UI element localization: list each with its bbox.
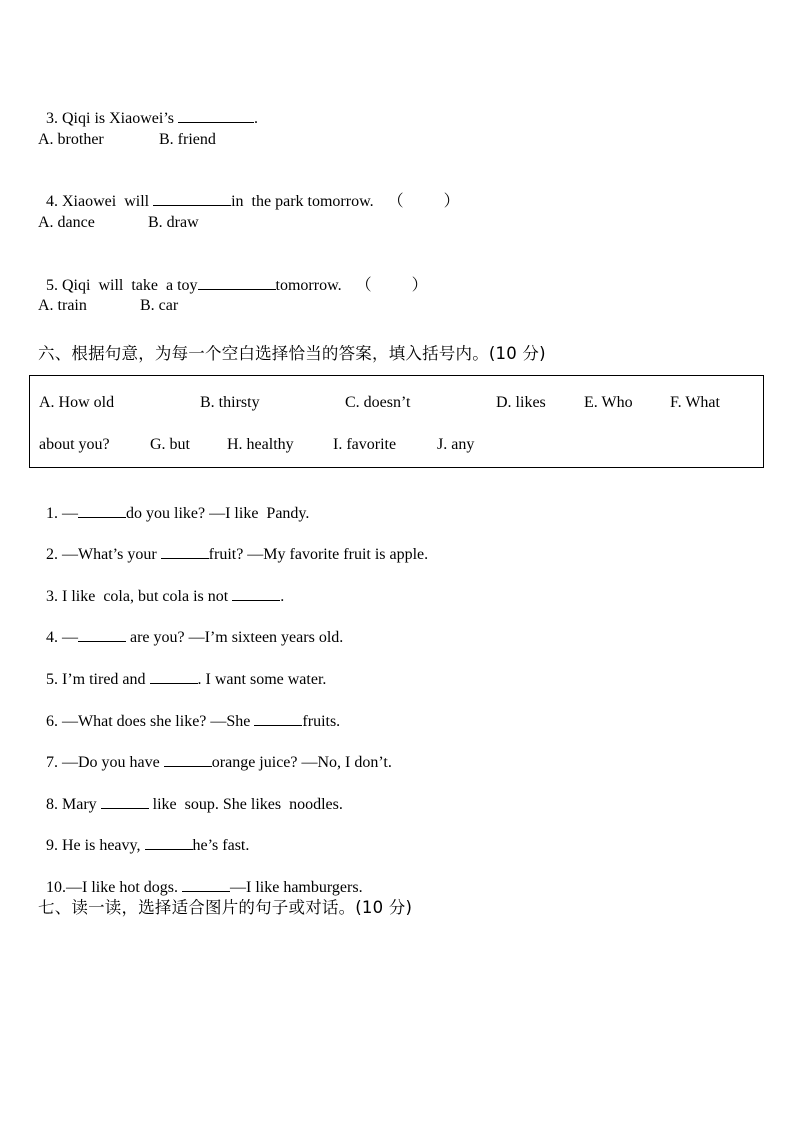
fill-item-suffix: fruits. [302, 713, 341, 730]
fill-item-prefix: 4. — [46, 629, 78, 646]
fill-item-suffix: —I like hamburgers. [230, 879, 363, 896]
answer-blank[interactable] [150, 669, 198, 684]
fill-item-suffix: are you? —I’m sixteen years old. [126, 629, 344, 646]
fill-item-prefix: 9. He is heavy, [46, 837, 145, 854]
fill-item-prefix: 6. —What does she like? —She [46, 713, 255, 730]
fill-item-suffix: do you like? —I like Pandy. [126, 505, 310, 522]
fill-item-4 [38, 607, 343, 648]
option-b: B. car [140, 297, 179, 314]
option-b: B. friend [159, 131, 216, 148]
option-a: A. dance [38, 214, 95, 231]
answer-paren-open: （ [355, 277, 372, 294]
word-bank-item: A. How old [39, 394, 115, 411]
question-5-prefix: 5. Qiqi will take a toy [46, 277, 198, 294]
answer-blank[interactable] [101, 794, 149, 809]
fill-item-suffix: he’s fast. [192, 837, 250, 854]
fill-item-suffix: . [280, 588, 285, 605]
answer-blank[interactable] [145, 835, 193, 850]
fill-item-1 [38, 483, 309, 524]
fill-item-prefix: 8. Mary [46, 796, 101, 813]
word-bank-item: F. What [670, 394, 720, 411]
section-7-heading: 七、读一读，选择适合图片的句子或对话。(10 分) [38, 898, 413, 917]
fill-item-prefix: 7. —Do you have [46, 754, 164, 771]
option-a: A. brother [38, 131, 104, 148]
word-bank-box [29, 375, 764, 468]
question-3 [38, 88, 258, 129]
word-bank-item: D. likes [496, 394, 546, 411]
fill-item-prefix: 5. I’m tired and [46, 671, 150, 688]
answer-paren-close: ） [411, 277, 428, 294]
fill-item-suffix: orange juice? —No, I don’t. [211, 754, 392, 771]
question-3-suffix: . [254, 110, 258, 127]
answer-blank[interactable] [232, 586, 280, 601]
fill-item-prefix: 2. —What’s your [46, 546, 161, 563]
word-bank-item: H. healthy [227, 436, 294, 453]
fill-item-suffix: . I want some water. [197, 671, 327, 688]
fill-item-8 [38, 774, 343, 815]
question-4 [38, 171, 460, 212]
word-bank-item: J. any [437, 436, 475, 453]
fill-item-6 [38, 691, 340, 732]
fill-item-suffix: fruit? —My favorite fruit is apple. [208, 546, 429, 563]
fill-item-5 [38, 649, 326, 690]
answer-blank[interactable] [161, 544, 209, 559]
question-4-suffix: in the park tomorrow. [231, 193, 374, 210]
fill-item-prefix: 1. — [46, 505, 78, 522]
section-6-heading: 六、根据句意，为每一个空白选择恰当的答案，填入括号内。(10 分) [38, 344, 546, 363]
fill-item-3 [38, 566, 284, 607]
answer-blank[interactable] [164, 752, 212, 767]
answer-blank[interactable] [153, 191, 231, 206]
answer-blank[interactable] [78, 627, 126, 642]
fill-item-prefix: 3. I like cola, but cola is not [46, 588, 233, 605]
word-bank-item: C. doesn’t [345, 394, 411, 411]
answer-paren-close: ） [443, 193, 460, 210]
question-5 [38, 255, 428, 296]
answer-blank[interactable] [254, 711, 302, 726]
fill-item-suffix: like soup. She likes noodles. [148, 796, 343, 813]
fill-item-2 [38, 524, 428, 565]
question-5-suffix: tomorrow. [275, 277, 342, 294]
fill-item-10 [38, 857, 363, 898]
word-bank-item: B. thirsty [200, 394, 260, 411]
question-3-prefix: 3. Qiqi is Xiaowei’s [46, 110, 178, 127]
word-bank-item: G. but [150, 436, 190, 453]
answer-blank[interactable] [78, 503, 126, 518]
word-bank-item: E. Who [584, 394, 633, 411]
fill-item-prefix: 10.—I like hot dogs. [46, 879, 182, 896]
question-4-prefix: 4. Xiaowei will [46, 193, 154, 210]
fill-item-7 [38, 732, 392, 773]
answer-paren-open: （ [387, 193, 404, 210]
answer-blank[interactable] [198, 275, 276, 290]
option-a: A. train [38, 297, 87, 314]
answer-blank[interactable] [178, 108, 254, 123]
answer-blank[interactable] [182, 877, 230, 892]
word-bank-item: I. favorite [333, 436, 397, 453]
word-bank-item: about you? [39, 436, 110, 453]
option-b: B. draw [148, 214, 199, 231]
fill-item-9 [38, 815, 249, 856]
